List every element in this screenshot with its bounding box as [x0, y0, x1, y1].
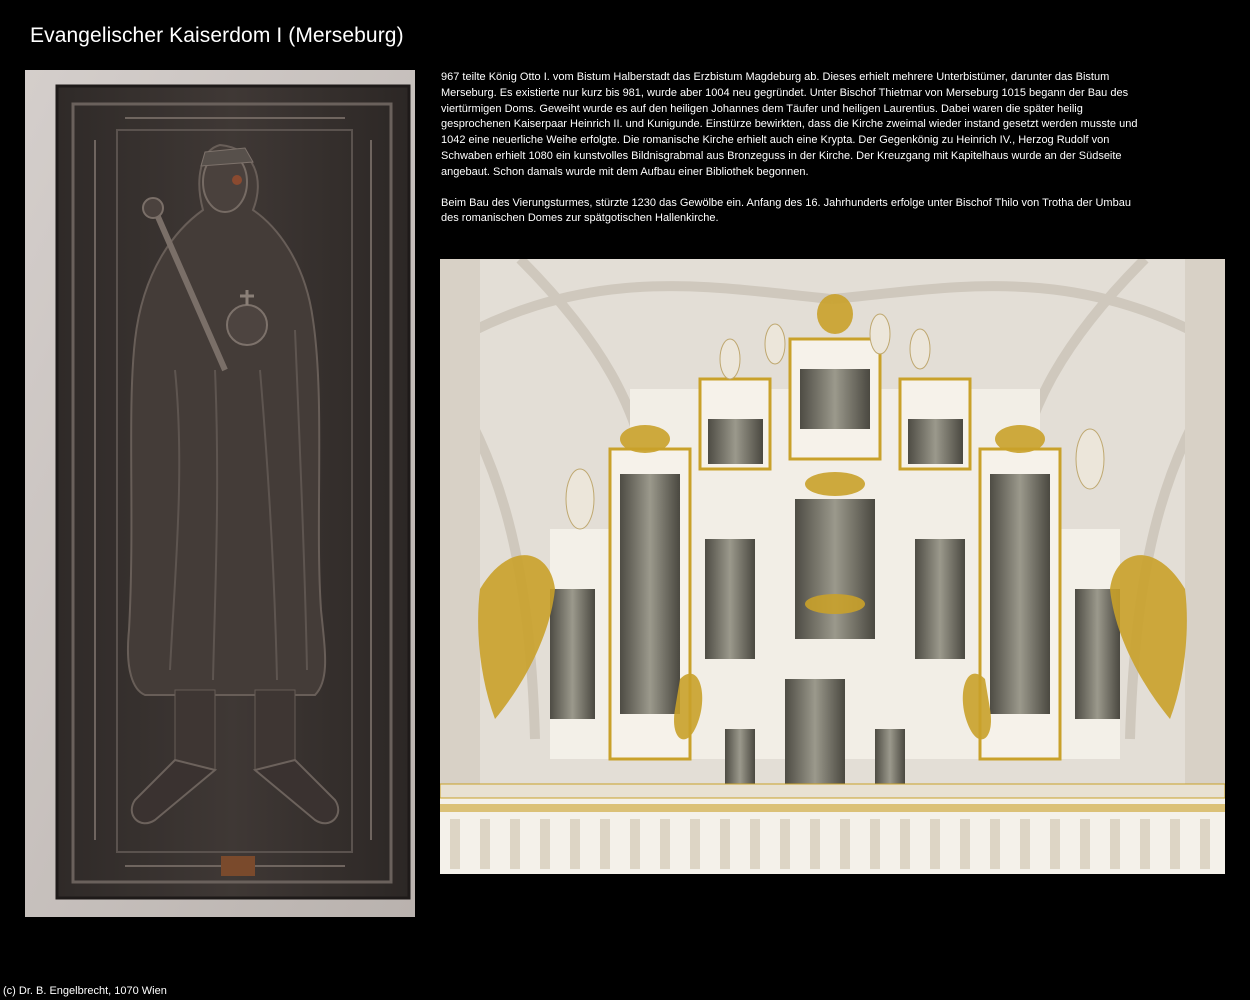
paragraph-rebuild: Beim Bau des Vierungsturmes, stürzte 1230 das Gewölbe ein. Anfang des 16. Jahrhunderts erfolge unter Bischof Thilo von Trotha der Umbau des romanischen Domes zur spätgotischen Hallenkirche.: [441, 196, 1131, 225]
description-text: [441, 70, 1141, 242]
tomb-slab-photo: [25, 70, 415, 917]
organ-photo: [440, 259, 1225, 874]
copyright-credit: (c) Dr. B. Engelbrecht, 1070 Wien: [3, 985, 167, 997]
page-title: Evangelischer Kaiserdom I (Merseburg): [30, 24, 404, 47]
paragraph-history: 967 teilte König Otto I. vom Bistum Halberstadt das Erzbistum Magdeburg ab. Dieses erhielt mehrere Unterbistümer, darunter das Bistum Merseburg. Es existierte nur kurz bis 981, wurde aber 1004 neu gegründet. Unter Bischof Thietmar von Merseburg 1015 begann der Bau des viertürmigen Doms. Geweiht wurde es auf den heiligen Johannes dem Täufer und heiligen Laurentius. Dabei waren die später heilig gesprochenen Kaiserpaar Heinrich II. und Kunigunde. Einstürze bewirkten, dass die Kirche zweimal wieder instand gesetzt werden musste und 1042 eine neuerliche Weihe erfolgte. Die romanische Kirche erhielt auch eine Krypta. Der Gegenkönig zu Heinrich IV., Herzog Rudolf von Schwaben erhielt 1080 ein kunstvolles Bildnisgrabmal aus Bronzeguss in der Kirche. Der Kreuzgang mit Kapitelhaus wurde an der Südseite angebaut. Schon damals wurde mit dem Aufbau einer Bibliothek begonnen.: [441, 71, 1138, 178]
